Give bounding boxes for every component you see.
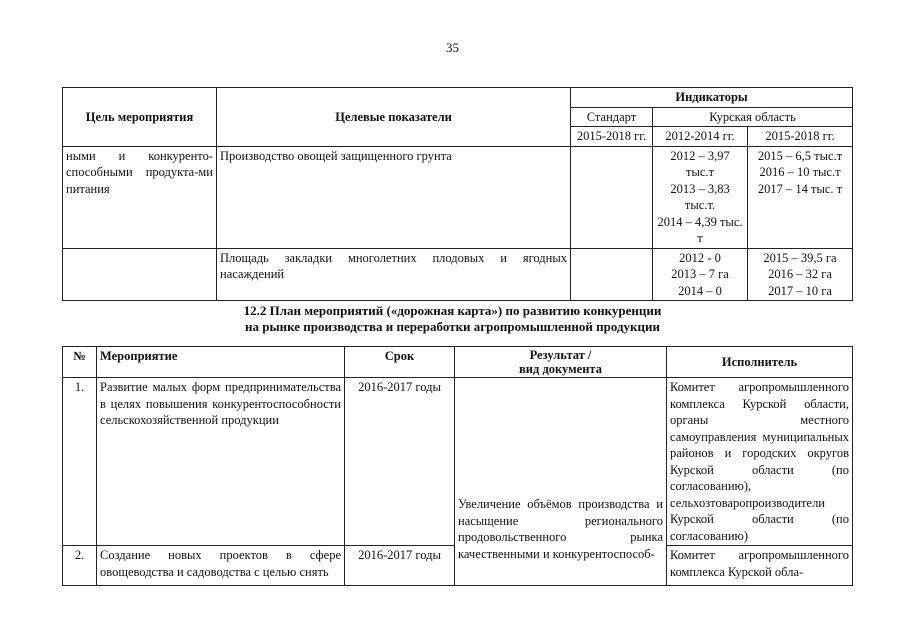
table-row (63, 248, 853, 301)
header-kursk: Курская область (653, 107, 853, 127)
header-period-standard: 2015-2018 гг. (571, 127, 653, 147)
goal-cell: ными и конкуренто-способными продукта-ми питания (63, 146, 217, 248)
value-line: 2017 – 10 га (768, 283, 832, 298)
value-line: 2014 – 4,39 тыс. т (657, 214, 743, 245)
table-row (63, 378, 853, 546)
value-line: 2013 – 7 га (671, 267, 729, 281)
value-line: 2016 – 32 га (768, 267, 832, 281)
header-event: Мероприятие (97, 347, 345, 378)
kursk-2012-2014-cell (653, 248, 748, 301)
value-line: 2015 – 6,5 тыс.т (757, 148, 843, 163)
value-line: 2015 – 39,5 га (763, 250, 837, 265)
header-num: № (63, 347, 97, 378)
kursk-2015-2018-cell (748, 248, 853, 301)
value-line: 2012 – 3,97 тыс.т (670, 148, 730, 179)
row-num: 1. (63, 378, 97, 546)
table-row (63, 146, 853, 248)
header-standard: Стандарт (571, 107, 653, 127)
target-cell: Площадь закладки многолетних плодовых и ягодных насаждений (217, 248, 571, 301)
value-line: 2014 – 0 (678, 283, 722, 298)
value-line: 2012 - 0 (679, 250, 721, 265)
kursk-2015-2018-cell (748, 146, 853, 248)
kursk-2012-2014-cell (653, 146, 748, 248)
target-cell: Производство овощей защищенного грунта (217, 146, 571, 248)
row-num: 2. (63, 546, 97, 586)
value-line: 2017 – 14 тыс. т (757, 181, 843, 196)
header-result-line: вид документа (519, 362, 602, 376)
value-line: 2016 – 10 тыс.т (759, 165, 841, 179)
header-goal: Цель мероприятия (63, 88, 217, 147)
goal-cell (63, 248, 217, 301)
section-heading (0, 303, 905, 335)
indicators-table (62, 87, 853, 301)
header-period-kursk-2: 2015-2018 гг. (748, 127, 853, 147)
roadmap-table (62, 346, 853, 586)
section-heading-line: на рынке производства и переработки агропромышленной продукции (244, 319, 661, 334)
header-term: Срок (345, 347, 455, 378)
section-heading-line: 12.2 План мероприятий («дорожная карта») по развитию конкуренции (243, 303, 662, 318)
header-period-kursk-1: 2012-2014 гг. (653, 127, 748, 147)
page-number: 35 (446, 40, 459, 55)
header-result (455, 347, 667, 378)
header-result-line: Результат / (529, 348, 592, 362)
result-cell: Увеличение объёмов производства и насыщение регионального продовольственного рынка качественными и конкурентоспособ- (455, 378, 667, 586)
standard-cell (571, 146, 653, 248)
executor-cell: Комитет агропромышленного комплекса Курской области, органы местного самоуправления муниципальных районов и городских округов Курской области (по согласованию), сельхозтоваропроизводители Курской области (по согласованию) (667, 378, 853, 546)
header-executor: Исполнитель (667, 347, 853, 378)
header-indicators: Индикаторы (571, 88, 853, 108)
header-targets: Целевые показатели (217, 88, 571, 147)
standard-cell (571, 248, 653, 301)
event-cell: Развитие малых форм предпринимательства в целях повышения конкурентоспособности сельскохозяйственной продукции (97, 378, 345, 546)
term-cell: 2016-2017 годы (345, 378, 455, 546)
term-cell: 2016-2017 годы (345, 546, 455, 586)
value-line: 2013 – 3,83 тыс.т. (670, 181, 730, 212)
executor-cell: Комитет агропромышленного комплекса Курской обла- (667, 546, 853, 586)
event-cell: Создание новых проектов в сфере овощеводства и садоводства с целью снять (97, 546, 345, 586)
